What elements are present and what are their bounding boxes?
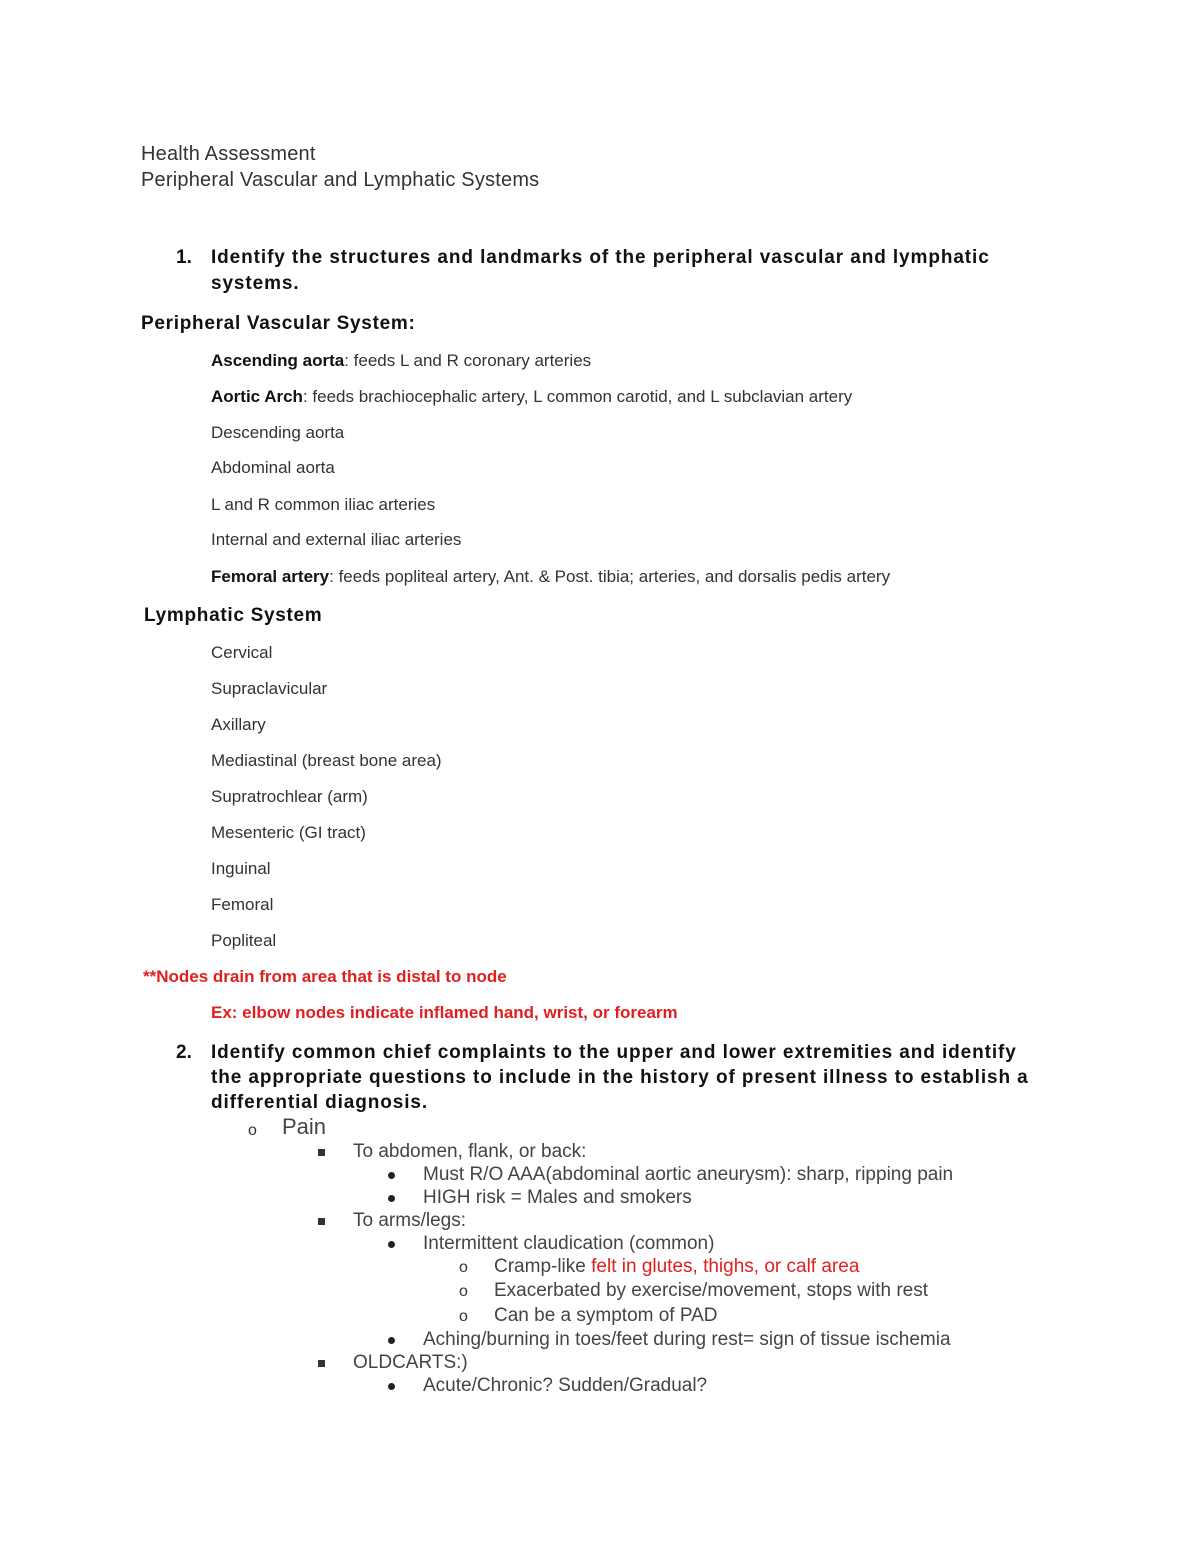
vascular-term: Aortic Arch bbox=[211, 387, 303, 406]
hollow-bullet-icon: o bbox=[459, 1283, 468, 1300]
vascular-heading: Peripheral Vascular System: bbox=[141, 313, 416, 334]
outline-claudication: Intermittent claudication (common) bbox=[423, 1233, 715, 1254]
vascular-item bbox=[211, 387, 852, 407]
lymph-node-item: Supratrochlear (arm) bbox=[211, 787, 368, 806]
question-2-line-3: differential diagnosis. bbox=[211, 1092, 429, 1113]
vascular-item: L and R common iliac arteries bbox=[211, 495, 436, 514]
vascular-term: Ascending aorta bbox=[211, 351, 345, 370]
question-2-number: 2. bbox=[176, 1042, 192, 1063]
vascular-desc: : feeds L and R coronary arteries bbox=[344, 351, 592, 370]
vascular-item: Internal and external iliac arteries bbox=[211, 530, 462, 549]
question-2-line-2: the appropriate questions to include in the history of present illness to establish a bbox=[211, 1067, 1029, 1088]
question-1-number: 1. bbox=[176, 247, 192, 268]
outline-arms: To arms/legs: bbox=[353, 1210, 466, 1231]
lymph-node-item: Supraclavicular bbox=[211, 679, 328, 698]
lymph-note: **Nodes drain from area that is distal to node bbox=[143, 967, 507, 986]
outline-exacerbated: Exacerbated by exercise/movement, stops with rest bbox=[494, 1280, 929, 1301]
outline-aaa: Must R/O AAA(abdominal aortic aneurysm): sharp, ripping pain bbox=[423, 1164, 954, 1185]
question-1-line-1: Identify the structures and landmarks of the peripheral vascular and lymphatic bbox=[211, 247, 990, 268]
course-title: Health Assessment bbox=[141, 143, 316, 165]
vascular-term: Femoral artery bbox=[211, 567, 330, 586]
vascular-item: Descending aorta bbox=[211, 423, 345, 442]
square-bullet-icon bbox=[318, 1360, 325, 1367]
hollow-bullet-icon: o bbox=[248, 1122, 257, 1139]
outline-oldcarts: OLDCARTS:) bbox=[353, 1352, 468, 1373]
outline-pad: Can be a symptom of PAD bbox=[494, 1305, 718, 1326]
hollow-bullet-icon: o bbox=[459, 1308, 468, 1325]
vascular-item bbox=[211, 567, 890, 587]
outline-cramp bbox=[494, 1256, 859, 1278]
lymph-node-item: Inguinal bbox=[211, 859, 271, 878]
question-1-line-2: systems. bbox=[211, 273, 300, 294]
dot-bullet-icon bbox=[388, 1195, 395, 1202]
topic-title: Peripheral Vascular and Lymphatic Systems bbox=[141, 169, 540, 191]
outline-pain: Pain bbox=[282, 1114, 327, 1139]
dot-bullet-icon bbox=[388, 1172, 395, 1179]
question-2-line-1: Identify common chief complaints to the upper and lower extremities and identify bbox=[211, 1042, 1017, 1063]
cramp-highlight: felt in glutes, thighs, or calf area bbox=[591, 1256, 860, 1277]
lymph-node-item: Mesenteric (GI tract) bbox=[211, 823, 366, 842]
lymph-node-item: Popliteal bbox=[211, 931, 277, 950]
outline-acute: Acute/Chronic? Sudden/Gradual? bbox=[423, 1375, 708, 1396]
dot-bullet-icon bbox=[388, 1337, 395, 1344]
lymph-example: Ex: elbow nodes indicate inflamed hand, wrist, or forearm bbox=[211, 1003, 678, 1022]
vascular-item: Abdominal aorta bbox=[211, 458, 335, 477]
dot-bullet-icon bbox=[388, 1241, 395, 1248]
lymph-node-item: Axillary bbox=[211, 715, 266, 734]
lymph-node-item: Cervical bbox=[211, 643, 273, 662]
outline-risk: HIGH risk = Males and smokers bbox=[423, 1187, 692, 1208]
lymph-node-item: Mediastinal (breast bone area) bbox=[211, 751, 442, 770]
vascular-desc: : feeds brachiocephalic artery, L common carotid, and L subclavian artery bbox=[302, 387, 853, 406]
square-bullet-icon bbox=[318, 1149, 325, 1156]
square-bullet-icon bbox=[318, 1218, 325, 1225]
lymphatic-heading: Lymphatic System bbox=[144, 605, 323, 626]
outline-abdomen: To abdomen, flank, or back: bbox=[353, 1141, 587, 1162]
lymph-node-item: Femoral bbox=[211, 895, 274, 914]
outline-aching: Aching/burning in toes/feet during rest= sign of tissue ischemia bbox=[423, 1329, 951, 1350]
dot-bullet-icon bbox=[388, 1383, 395, 1390]
vascular-desc: : feeds popliteal artery, Ant. & Post. tibia; arteries, and dorsalis pedis artery bbox=[329, 567, 891, 586]
hollow-bullet-icon: o bbox=[459, 1259, 468, 1276]
cramp-text: Cramp-like bbox=[494, 1256, 592, 1277]
vascular-item bbox=[211, 351, 591, 371]
